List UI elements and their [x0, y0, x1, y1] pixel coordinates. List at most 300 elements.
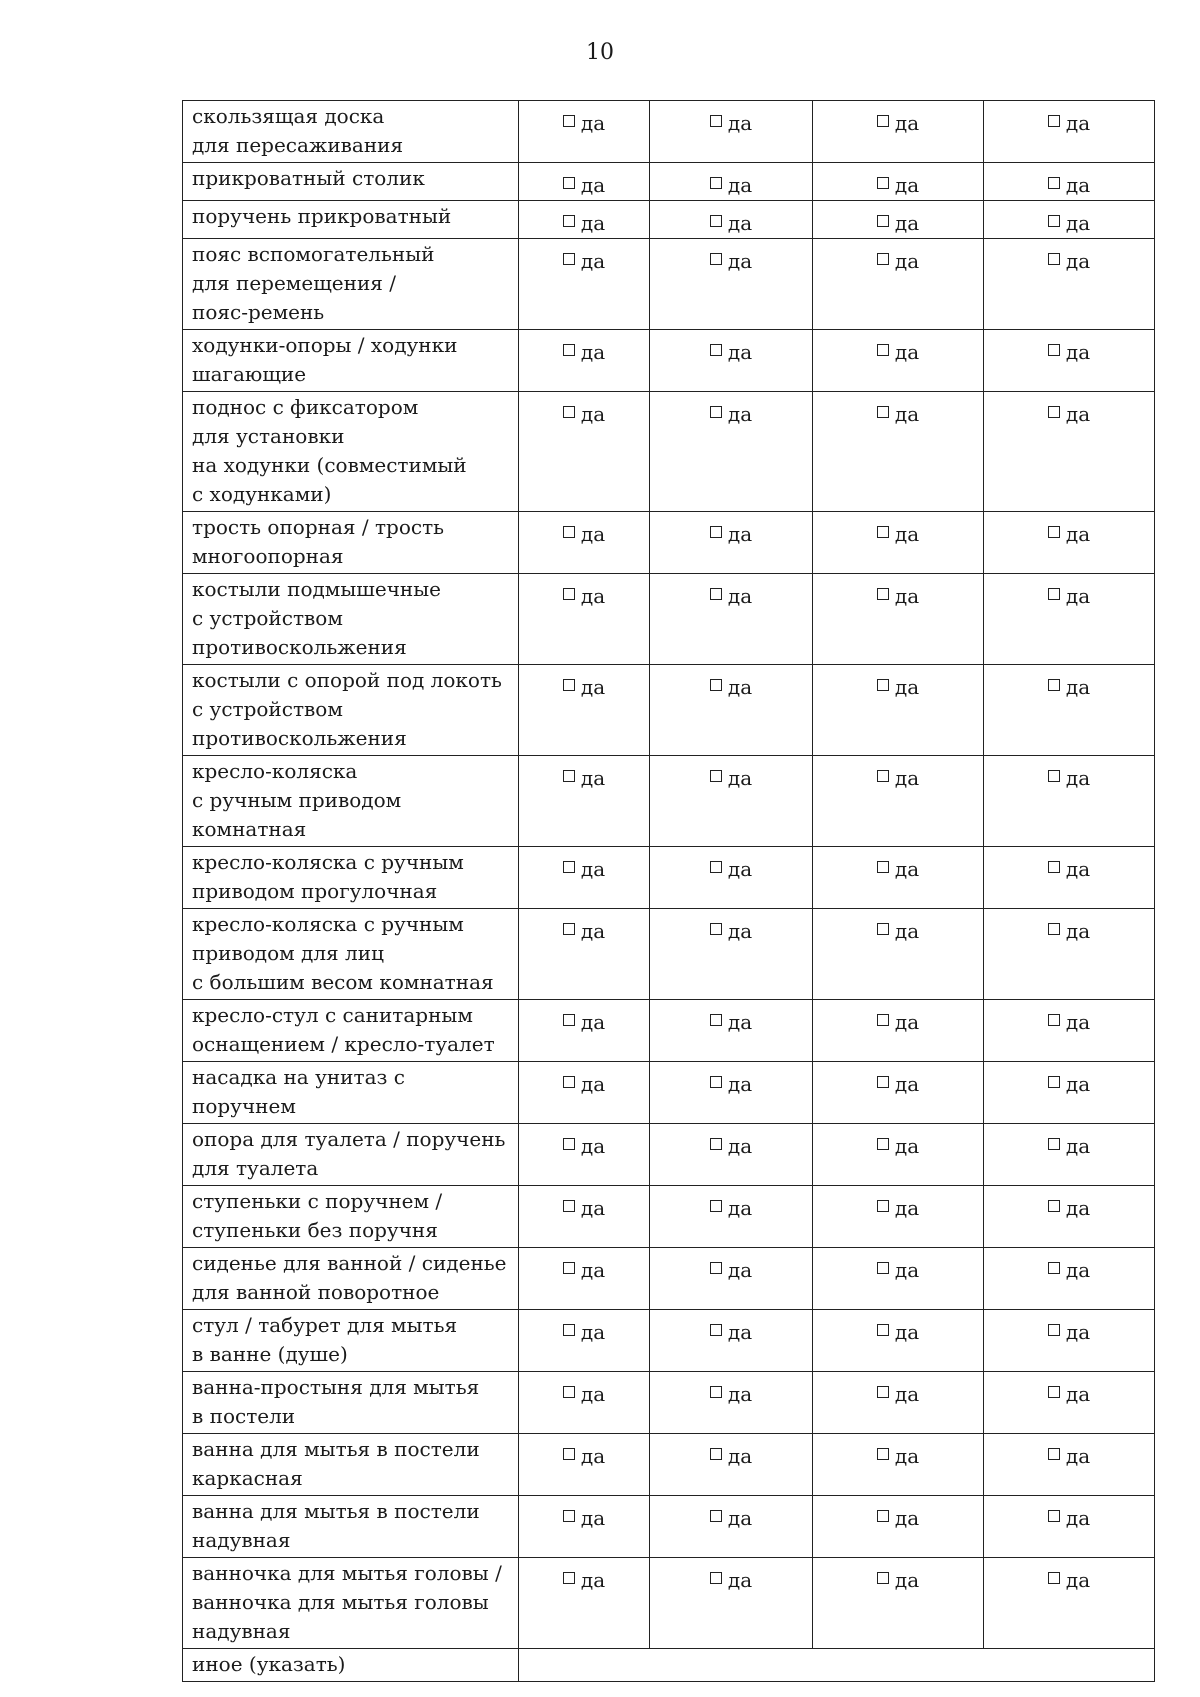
option-label: да: [580, 211, 606, 235]
option-cell: [813, 756, 984, 847]
item-name: [183, 909, 519, 1000]
option-label: да: [894, 857, 920, 881]
item-name-line: кресло-коляска с ручным: [192, 912, 464, 936]
option-cell: [813, 1000, 984, 1062]
option-cell: [984, 665, 1155, 756]
item-name: [183, 1124, 519, 1186]
checkbox-icon[interactable]: [710, 1014, 722, 1026]
equipment-table: [182, 100, 1155, 1682]
option-cell: [984, 512, 1155, 574]
checkbox-icon[interactable]: [877, 1572, 889, 1584]
option-label: да: [580, 1258, 606, 1282]
option-cell: [813, 239, 984, 330]
option-label: да: [894, 584, 920, 608]
checkbox-icon[interactable]: [1048, 215, 1060, 227]
item-name-line: стул / табурет для мытья: [192, 1313, 458, 1337]
checkbox-icon[interactable]: [1048, 115, 1060, 127]
option-label: да: [580, 1072, 606, 1096]
checkbox-icon[interactable]: [1048, 253, 1060, 265]
option-label: да: [894, 211, 920, 235]
item-name: [183, 330, 519, 392]
table-row: [183, 101, 1155, 163]
table-row: [183, 392, 1155, 512]
option-label: да: [894, 1258, 920, 1282]
checkbox-icon[interactable]: [1048, 1386, 1060, 1398]
option-label: да: [1065, 249, 1091, 273]
option-label: да: [1065, 919, 1091, 943]
option-cell: [519, 1000, 650, 1062]
option-label: да: [580, 173, 606, 197]
checkbox-icon[interactable]: [563, 177, 575, 189]
option-cell: [813, 1434, 984, 1496]
item-name-line: пояс вспомогательный: [192, 242, 435, 266]
checkbox-icon[interactable]: [877, 1200, 889, 1212]
option-label: да: [1065, 584, 1091, 608]
option-cell: [813, 1558, 984, 1649]
option-cell: [984, 1000, 1155, 1062]
checkbox-icon[interactable]: [877, 588, 889, 600]
option-label: да: [727, 1134, 753, 1158]
checkbox-icon[interactable]: [877, 1014, 889, 1026]
checkbox-icon[interactable]: [563, 1386, 575, 1398]
other-item-name: иное (указать): [183, 1649, 519, 1682]
option-cell: [650, 1124, 813, 1186]
item-name-line: надувная: [192, 1528, 291, 1552]
checkbox-icon[interactable]: [710, 1448, 722, 1460]
item-name: [183, 1186, 519, 1248]
checkbox-icon[interactable]: [710, 1076, 722, 1088]
item-name-line: для установки: [192, 424, 345, 448]
checkbox-icon[interactable]: [877, 253, 889, 265]
option-cell: [650, 201, 813, 239]
checkbox-icon[interactable]: [563, 406, 575, 418]
item-name: [183, 163, 519, 201]
item-name: [183, 756, 519, 847]
checkbox-icon[interactable]: [710, 1510, 722, 1522]
option-label: да: [580, 1568, 606, 1592]
option-cell: [984, 1310, 1155, 1372]
option-cell: [650, 1062, 813, 1124]
item-name-line: с устройством: [192, 697, 343, 721]
option-label: да: [1065, 675, 1091, 699]
option-cell: [519, 1558, 650, 1649]
option-cell: [813, 1062, 984, 1124]
option-cell: [519, 847, 650, 909]
checkbox-icon[interactable]: [563, 770, 575, 782]
table-row: [183, 756, 1155, 847]
option-cell: [984, 163, 1155, 201]
checkbox-icon[interactable]: [1048, 1510, 1060, 1522]
option-cell: [813, 1248, 984, 1310]
option-label: да: [580, 584, 606, 608]
checkbox-icon[interactable]: [877, 1138, 889, 1150]
option-label: да: [894, 1010, 920, 1034]
item-name-line: прикроватный столик: [192, 166, 425, 190]
option-cell: [650, 574, 813, 665]
checkbox-icon[interactable]: [877, 1262, 889, 1274]
checkbox-icon[interactable]: [1048, 526, 1060, 538]
table-row: [183, 665, 1155, 756]
table-row: [183, 1124, 1155, 1186]
checkbox-icon[interactable]: [1048, 1324, 1060, 1336]
checkbox-icon[interactable]: [563, 1138, 575, 1150]
item-name: [183, 239, 519, 330]
item-name-line: каркасная: [192, 1466, 303, 1490]
item-name-line: скользящая доска: [192, 104, 385, 128]
option-cell: [519, 1310, 650, 1372]
option-label: да: [580, 1320, 606, 1344]
option-label: да: [1065, 111, 1091, 135]
option-cell: [519, 665, 650, 756]
option-cell: [813, 847, 984, 909]
option-label: да: [580, 919, 606, 943]
option-cell: [650, 163, 813, 201]
option-cell: [650, 101, 813, 163]
item-name-line: пояс-ремень: [192, 300, 325, 324]
checkbox-icon[interactable]: [710, 526, 722, 538]
checkbox-icon[interactable]: [1048, 679, 1060, 691]
option-cell: [813, 574, 984, 665]
option-cell: [813, 101, 984, 163]
option-cell: [984, 1124, 1155, 1186]
checkbox-icon[interactable]: [877, 115, 889, 127]
checkbox-icon[interactable]: [877, 1324, 889, 1336]
option-label: да: [894, 1072, 920, 1096]
table-row: [183, 1310, 1155, 1372]
checkbox-icon[interactable]: [1048, 1572, 1060, 1584]
item-name-line: надувная: [192, 1619, 291, 1643]
table-row: [183, 574, 1155, 665]
option-cell: [813, 909, 984, 1000]
option-label: да: [727, 249, 753, 273]
option-label: да: [1065, 340, 1091, 364]
item-name-line: с ручным приводом комнатная: [192, 788, 402, 841]
option-label: да: [894, 675, 920, 699]
option-cell: [650, 1434, 813, 1496]
option-label: да: [727, 1010, 753, 1034]
checkbox-icon[interactable]: [1048, 406, 1060, 418]
checkbox-icon[interactable]: [563, 1262, 575, 1274]
option-label: да: [727, 1196, 753, 1220]
checkbox-icon[interactable]: [1048, 1014, 1060, 1026]
item-name: [183, 101, 519, 163]
option-cell: [984, 574, 1155, 665]
option-label: да: [894, 766, 920, 790]
option-cell: [984, 101, 1155, 163]
checkbox-icon[interactable]: [563, 115, 575, 127]
checkbox-icon[interactable]: [1048, 177, 1060, 189]
checkbox-icon[interactable]: [710, 861, 722, 873]
option-cell: [650, 847, 813, 909]
item-name-line: многоопорная: [192, 544, 344, 568]
item-name-line: в постели: [192, 1404, 296, 1428]
option-label: да: [1065, 402, 1091, 426]
checkbox-icon[interactable]: [877, 215, 889, 227]
option-label: да: [894, 249, 920, 273]
checkbox-icon[interactable]: [1048, 1448, 1060, 1460]
option-label: да: [580, 1382, 606, 1406]
option-cell: [813, 665, 984, 756]
option-label: да: [1065, 1320, 1091, 1344]
option-cell: [813, 163, 984, 201]
checkbox-icon[interactable]: [563, 679, 575, 691]
option-label: да: [1065, 1010, 1091, 1034]
item-name-line: насадка на унитаз с поручнем: [192, 1065, 405, 1118]
checkbox-icon[interactable]: [710, 344, 722, 356]
table-row: [183, 1372, 1155, 1434]
option-cell: [519, 512, 650, 574]
item-name-line: трость опорная / трость: [192, 515, 445, 539]
option-label: да: [894, 1506, 920, 1530]
checkbox-icon[interactable]: [877, 1510, 889, 1522]
option-cell: [650, 1186, 813, 1248]
option-cell: [650, 1000, 813, 1062]
option-label: да: [894, 402, 920, 426]
option-label: да: [580, 1134, 606, 1158]
item-name-line: ванна-простыня для мытья: [192, 1375, 480, 1399]
item-name-line: оснащением / кресло-туалет: [192, 1032, 495, 1056]
item-name-line: с большим весом комнатная: [192, 970, 494, 994]
checkbox-icon[interactable]: [710, 1262, 722, 1274]
option-label: да: [727, 1320, 753, 1344]
checkbox-icon[interactable]: [710, 253, 722, 265]
checkbox-icon[interactable]: [563, 1076, 575, 1088]
option-cell: [519, 101, 650, 163]
option-cell: [813, 512, 984, 574]
item-name-line: сиденье для ванной / сиденье: [192, 1251, 507, 1275]
option-label: да: [1065, 1506, 1091, 1530]
option-cell: [650, 756, 813, 847]
option-cell: [519, 909, 650, 1000]
checkbox-icon[interactable]: [710, 1138, 722, 1150]
option-cell: [813, 330, 984, 392]
item-name: [183, 1062, 519, 1124]
option-cell: [519, 1372, 650, 1434]
checkbox-icon[interactable]: [563, 923, 575, 935]
item-name-line: поручень прикроватный: [192, 204, 452, 228]
option-label: да: [1065, 766, 1091, 790]
option-cell: [984, 330, 1155, 392]
checkbox-icon[interactable]: [563, 253, 575, 265]
option-label: да: [1065, 1382, 1091, 1406]
option-cell: [519, 1124, 650, 1186]
option-label: да: [894, 1568, 920, 1592]
item-name-line: приводом прогулочная: [192, 879, 438, 903]
item-name-line: кресло-коляска: [192, 759, 358, 783]
option-label: да: [1065, 1072, 1091, 1096]
option-cell: [813, 1310, 984, 1372]
option-label: да: [580, 340, 606, 364]
option-cell: [813, 1372, 984, 1434]
item-name: [183, 512, 519, 574]
checkbox-icon[interactable]: [710, 115, 722, 127]
item-name: [183, 1372, 519, 1434]
option-label: да: [580, 111, 606, 135]
table-row: [183, 847, 1155, 909]
option-cell: [519, 1062, 650, 1124]
checkbox-icon[interactable]: [877, 1448, 889, 1460]
option-label: да: [1065, 1258, 1091, 1282]
checkbox-icon[interactable]: [1048, 344, 1060, 356]
checkbox-icon[interactable]: [877, 177, 889, 189]
option-cell: [519, 1496, 650, 1558]
option-cell: [519, 1434, 650, 1496]
checkbox-icon[interactable]: [710, 770, 722, 782]
item-name-line: ступеньки без поручня: [192, 1218, 438, 1242]
checkbox-icon[interactable]: [563, 1014, 575, 1026]
option-label: да: [894, 1196, 920, 1220]
option-cell: [813, 1186, 984, 1248]
checkbox-icon[interactable]: [877, 406, 889, 418]
item-name: [183, 1000, 519, 1062]
option-label: да: [727, 766, 753, 790]
item-name-line: противоскольжения: [192, 726, 407, 750]
option-label: да: [1065, 857, 1091, 881]
other-input-field[interactable]: [519, 1649, 1155, 1682]
checkbox-icon[interactable]: [563, 1572, 575, 1584]
option-label: да: [727, 857, 753, 881]
checkbox-icon[interactable]: [563, 861, 575, 873]
item-name-line: опора для туалета / поручень: [192, 1127, 506, 1151]
table-row: [183, 1186, 1155, 1248]
checkbox-icon[interactable]: [563, 1448, 575, 1460]
option-label: да: [727, 402, 753, 426]
checkbox-icon[interactable]: [877, 526, 889, 538]
option-label: да: [894, 340, 920, 364]
option-label: да: [580, 1010, 606, 1034]
option-label: да: [727, 1258, 753, 1282]
item-name-line: шагающие: [192, 362, 307, 386]
option-label: да: [727, 522, 753, 546]
option-cell: [650, 392, 813, 512]
option-cell: [984, 847, 1155, 909]
item-name: [183, 1248, 519, 1310]
item-name: [183, 1434, 519, 1496]
option-label: да: [1065, 1444, 1091, 1468]
option-cell: [984, 1558, 1155, 1649]
option-label: да: [894, 1320, 920, 1344]
checkbox-icon[interactable]: [877, 770, 889, 782]
checkbox-icon[interactable]: [1048, 1262, 1060, 1274]
table-row: [183, 1558, 1155, 1649]
table-body: [183, 101, 1155, 1682]
checkbox-icon[interactable]: [563, 526, 575, 538]
option-label: да: [894, 173, 920, 197]
item-name: [183, 1496, 519, 1558]
checkbox-icon[interactable]: [710, 177, 722, 189]
option-label: да: [580, 249, 606, 273]
option-cell: [650, 1558, 813, 1649]
item-name: [183, 1310, 519, 1372]
checkbox-icon[interactable]: [710, 923, 722, 935]
option-label: да: [727, 1072, 753, 1096]
checkbox-icon[interactable]: [1048, 588, 1060, 600]
option-cell: [519, 163, 650, 201]
option-label: да: [580, 402, 606, 426]
option-cell: [650, 1372, 813, 1434]
item-name: [183, 1558, 519, 1649]
item-name: [183, 392, 519, 512]
checkbox-icon[interactable]: [1048, 1200, 1060, 1212]
option-label: да: [894, 919, 920, 943]
item-name-line: противоскольжения: [192, 635, 407, 659]
option-cell: [650, 1310, 813, 1372]
option-cell: [984, 909, 1155, 1000]
item-name: [183, 847, 519, 909]
checkbox-icon[interactable]: [877, 344, 889, 356]
checkbox-icon[interactable]: [1048, 923, 1060, 935]
checkbox-icon[interactable]: [563, 1324, 575, 1336]
table-row: [183, 239, 1155, 330]
checkbox-icon[interactable]: [563, 588, 575, 600]
option-cell: [650, 1496, 813, 1558]
checkbox-icon[interactable]: [710, 215, 722, 227]
table-row: [183, 1062, 1155, 1124]
checkbox-icon[interactable]: [710, 1572, 722, 1584]
checkbox-icon[interactable]: [877, 1386, 889, 1398]
checkbox-icon[interactable]: [710, 1200, 722, 1212]
checkbox-icon[interactable]: [877, 861, 889, 873]
option-label: да: [727, 1568, 753, 1592]
checkbox-icon[interactable]: [563, 344, 575, 356]
option-cell: [984, 1434, 1155, 1496]
option-label: да: [727, 1382, 753, 1406]
option-label: да: [1065, 1134, 1091, 1158]
checkbox-icon[interactable]: [710, 406, 722, 418]
option-label: да: [580, 766, 606, 790]
option-label: да: [894, 111, 920, 135]
option-label: да: [580, 522, 606, 546]
option-cell: [519, 1186, 650, 1248]
page-number: 10: [586, 40, 614, 65]
option-label: да: [580, 857, 606, 881]
item-name-line: кресло-коляска с ручным: [192, 850, 464, 874]
option-label: да: [894, 1134, 920, 1158]
option-label: да: [580, 1444, 606, 1468]
checkbox-icon[interactable]: [710, 679, 722, 691]
item-name-line: для туалета: [192, 1156, 319, 1180]
checkbox-icon[interactable]: [710, 1386, 722, 1398]
option-cell: [813, 1496, 984, 1558]
option-cell: [984, 392, 1155, 512]
option-label: да: [1065, 211, 1091, 235]
checkbox-icon[interactable]: [1048, 1076, 1060, 1088]
item-name-line: поднос с фиксатором: [192, 395, 419, 419]
checkbox-icon[interactable]: [877, 923, 889, 935]
checkbox-icon[interactable]: [877, 679, 889, 691]
checkbox-icon[interactable]: [563, 215, 575, 227]
checkbox-icon[interactable]: [563, 1200, 575, 1212]
option-cell: [519, 330, 650, 392]
table-row: [183, 1248, 1155, 1310]
option-label: да: [727, 1444, 753, 1468]
checkbox-icon[interactable]: [1048, 770, 1060, 782]
checkbox-icon[interactable]: [710, 588, 722, 600]
item-name-line: кресло-стул с санитарным: [192, 1003, 473, 1027]
option-label: да: [580, 675, 606, 699]
checkbox-icon[interactable]: [1048, 861, 1060, 873]
option-label: да: [727, 340, 753, 364]
checkbox-icon[interactable]: [710, 1324, 722, 1336]
item-name-line: на ходунки (совместимый: [192, 453, 467, 477]
item-name-line: приводом для лиц: [192, 941, 384, 965]
item-name-line: ходунки-опоры / ходунки: [192, 333, 458, 357]
checkbox-icon[interactable]: [1048, 1138, 1060, 1150]
checkbox-icon[interactable]: [877, 1076, 889, 1088]
item-name-line: ванна для мытья в постели: [192, 1499, 480, 1523]
checkbox-icon[interactable]: [563, 1510, 575, 1522]
option-cell: [519, 1248, 650, 1310]
